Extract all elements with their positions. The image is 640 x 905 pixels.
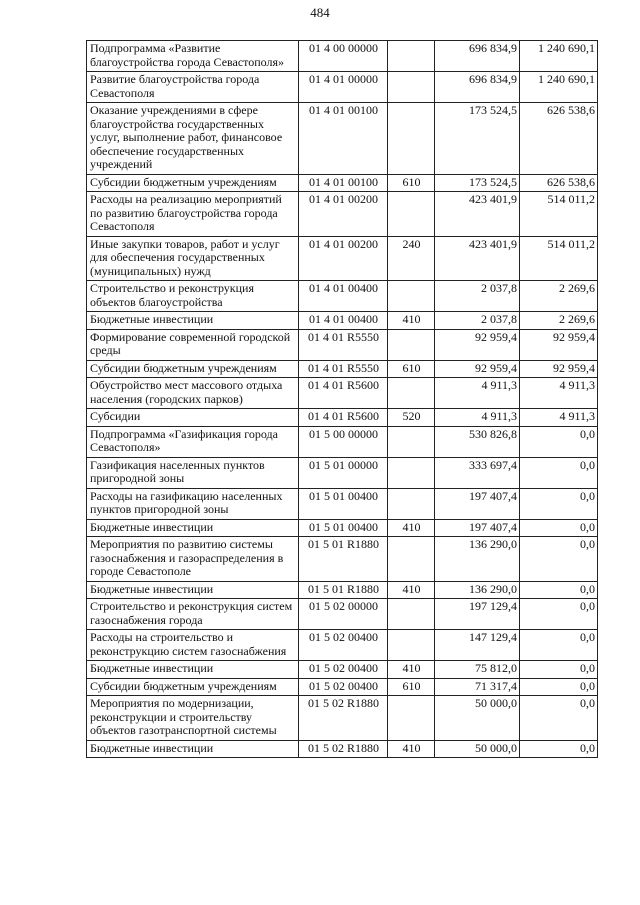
row-amount-year1-cell: 423 401,9: [435, 236, 520, 281]
table-row: [87, 457, 598, 488]
row-name-cell: Строительство и реконструкция объектов благоустройства: [87, 281, 299, 312]
row-amount-year2-cell: 2 269,6: [520, 281, 598, 312]
row-code-cell: 01 5 02 00400: [299, 678, 388, 696]
row-code-cell: 01 5 01 00000: [299, 457, 388, 488]
row-code-cell: 01 5 01 R1880: [299, 581, 388, 599]
table-row: [87, 378, 598, 409]
row-expense-type-cell: 410: [388, 581, 435, 599]
table-row: [87, 236, 598, 281]
row-amount-year1-cell: 71 317,4: [435, 678, 520, 696]
row-amount-year1-cell: 197 407,4: [435, 488, 520, 519]
row-amount-year2-cell: 0,0: [520, 488, 598, 519]
row-amount-year1-cell: 173 524,5: [435, 174, 520, 192]
row-amount-year1-cell: 4 911,3: [435, 409, 520, 427]
row-name-cell: Расходы на реализацию мероприятий по развитию благоустройства города Севастополя: [87, 192, 299, 237]
table-row: [87, 174, 598, 192]
row-code-cell: 01 5 02 R1880: [299, 696, 388, 741]
row-code-cell: 01 5 01 00400: [299, 519, 388, 537]
budget-table: [86, 40, 598, 758]
table-row: [87, 103, 598, 175]
row-name-cell: Мероприятия по модернизации, реконструкции и строительству объектов газотранспортной системы: [87, 696, 299, 741]
row-expense-type-cell: [388, 599, 435, 630]
row-expense-type-cell: 610: [388, 678, 435, 696]
row-name-cell: Бюджетные инвестиции: [87, 312, 299, 330]
row-name-cell: Иные закупки товаров, работ и услуг для обеспечения государственных (муниципальных) нужд: [87, 236, 299, 281]
row-amount-year2-cell: 0,0: [520, 457, 598, 488]
row-code-cell: 01 5 02 00400: [299, 661, 388, 679]
row-code-cell: 01 4 01 00400: [299, 312, 388, 330]
row-name-cell: Мероприятия по развитию системы газоснабжения и газораспределения в городе Севастополе: [87, 537, 299, 582]
row-name-cell: Газификация населенных пунктов пригородной зоны: [87, 457, 299, 488]
row-amount-year2-cell: 0,0: [520, 581, 598, 599]
row-amount-year2-cell: 0,0: [520, 661, 598, 679]
table-row: [87, 426, 598, 457]
row-amount-year2-cell: 4 911,3: [520, 378, 598, 409]
table-row: [87, 409, 598, 427]
row-amount-year1-cell: 197 129,4: [435, 599, 520, 630]
row-amount-year1-cell: 197 407,4: [435, 519, 520, 537]
row-amount-year2-cell: 0,0: [520, 630, 598, 661]
row-amount-year1-cell: 50 000,0: [435, 696, 520, 741]
row-amount-year2-cell: 1 240 690,1: [520, 41, 598, 72]
budget-table-body: [87, 41, 598, 758]
row-code-cell: 01 4 01 00100: [299, 103, 388, 175]
row-expense-type-cell: 410: [388, 661, 435, 679]
row-amount-year2-cell: 0,0: [520, 740, 598, 758]
row-code-cell: 01 4 01 R5600: [299, 409, 388, 427]
row-expense-type-cell: 520: [388, 409, 435, 427]
row-amount-year1-cell: 333 697,4: [435, 457, 520, 488]
table-row: [87, 519, 598, 537]
row-code-cell: 01 4 01 00100: [299, 174, 388, 192]
row-amount-year1-cell: 147 129,4: [435, 630, 520, 661]
row-amount-year2-cell: 92 959,4: [520, 360, 598, 378]
row-name-cell: Подпрограмма «Развитие благоустройства города Севастополя»: [87, 41, 299, 72]
row-amount-year1-cell: 50 000,0: [435, 740, 520, 758]
row-name-cell: Бюджетные инвестиции: [87, 740, 299, 758]
row-name-cell: Оказание учреждениями в сфере благоустройства государственных услуг, выполнение работ, финансовое обеспечение государственных учреждений: [87, 103, 299, 175]
table-row: [87, 192, 598, 237]
table-row: [87, 41, 598, 72]
table-row: [87, 488, 598, 519]
row-expense-type-cell: 410: [388, 312, 435, 330]
row-code-cell: 01 4 01 R5550: [299, 360, 388, 378]
page-number: 484: [310, 5, 330, 20]
row-code-cell: 01 4 01 00400: [299, 281, 388, 312]
row-code-cell: 01 4 01 00000: [299, 72, 388, 103]
row-amount-year2-cell: 92 959,4: [520, 329, 598, 360]
table-row: [87, 312, 598, 330]
row-code-cell: 01 4 01 R5600: [299, 378, 388, 409]
row-expense-type-cell: [388, 696, 435, 741]
row-expense-type-cell: [388, 41, 435, 72]
row-expense-type-cell: [388, 72, 435, 103]
row-name-cell: Бюджетные инвестиции: [87, 661, 299, 679]
row-expense-type-cell: 240: [388, 236, 435, 281]
row-code-cell: 01 4 01 00200: [299, 236, 388, 281]
row-amount-year2-cell: 1 240 690,1: [520, 72, 598, 103]
row-code-cell: 01 5 01 R1880: [299, 537, 388, 582]
row-name-cell: Обустройство мест массового отдыха населения (городских парков): [87, 378, 299, 409]
row-expense-type-cell: 610: [388, 360, 435, 378]
row-expense-type-cell: [388, 103, 435, 175]
row-code-cell: 01 5 00 00000: [299, 426, 388, 457]
row-code-cell: 01 4 01 00200: [299, 192, 388, 237]
table-row: [87, 630, 598, 661]
row-amount-year1-cell: 423 401,9: [435, 192, 520, 237]
table-row: [87, 72, 598, 103]
row-amount-year1-cell: 92 959,4: [435, 329, 520, 360]
row-expense-type-cell: [388, 378, 435, 409]
row-amount-year2-cell: 4 911,3: [520, 409, 598, 427]
row-amount-year2-cell: 626 538,6: [520, 103, 598, 175]
row-amount-year1-cell: 530 826,8: [435, 426, 520, 457]
row-expense-type-cell: [388, 488, 435, 519]
row-amount-year1-cell: 136 290,0: [435, 537, 520, 582]
row-amount-year2-cell: 0,0: [520, 519, 598, 537]
row-name-cell: Расходы на строительство и реконструкцию систем газоснабжения: [87, 630, 299, 661]
table-row: [87, 696, 598, 741]
row-expense-type-cell: 410: [388, 740, 435, 758]
row-code-cell: 01 5 02 00400: [299, 630, 388, 661]
row-code-cell: 01 5 02 R1880: [299, 740, 388, 758]
row-name-cell: Строительство и реконструкция систем газоснабжения города: [87, 599, 299, 630]
row-expense-type-cell: [388, 630, 435, 661]
row-expense-type-cell: [388, 329, 435, 360]
row-amount-year1-cell: 2 037,8: [435, 281, 520, 312]
row-expense-type-cell: 610: [388, 174, 435, 192]
row-amount-year1-cell: 2 037,8: [435, 312, 520, 330]
table-row: [87, 661, 598, 679]
row-amount-year2-cell: 0,0: [520, 537, 598, 582]
row-expense-type-cell: [388, 537, 435, 582]
row-code-cell: 01 5 02 00000: [299, 599, 388, 630]
table-row: [87, 581, 598, 599]
row-amount-year2-cell: 514 011,2: [520, 236, 598, 281]
row-name-cell: Субсидии бюджетным учреждениям: [87, 360, 299, 378]
row-amount-year2-cell: 0,0: [520, 426, 598, 457]
row-amount-year1-cell: 696 834,9: [435, 41, 520, 72]
row-name-cell: Субсидии бюджетным учреждениям: [87, 174, 299, 192]
row-expense-type-cell: 410: [388, 519, 435, 537]
row-expense-type-cell: [388, 426, 435, 457]
row-name-cell: Формирование современной городской среды: [87, 329, 299, 360]
table-row: [87, 537, 598, 582]
row-expense-type-cell: [388, 457, 435, 488]
row-amount-year1-cell: 696 834,9: [435, 72, 520, 103]
row-name-cell: Субсидии: [87, 409, 299, 427]
row-amount-year2-cell: 2 269,6: [520, 312, 598, 330]
row-amount-year1-cell: 4 911,3: [435, 378, 520, 409]
row-amount-year2-cell: 0,0: [520, 696, 598, 741]
row-name-cell: Бюджетные инвестиции: [87, 581, 299, 599]
row-name-cell: Подпрограмма «Газификация города Севастополя»: [87, 426, 299, 457]
row-amount-year1-cell: 136 290,0: [435, 581, 520, 599]
row-expense-type-cell: [388, 281, 435, 312]
row-amount-year2-cell: 514 011,2: [520, 192, 598, 237]
table-row: [87, 281, 598, 312]
row-code-cell: 01 4 01 R5550: [299, 329, 388, 360]
row-name-cell: Развитие благоустройства города Севастополя: [87, 72, 299, 103]
row-code-cell: 01 4 00 00000: [299, 41, 388, 72]
row-amount-year1-cell: 173 524,5: [435, 103, 520, 175]
table-row: [87, 329, 598, 360]
table-row: [87, 360, 598, 378]
row-name-cell: Субсидии бюджетным учреждениям: [87, 678, 299, 696]
table-row: [87, 740, 598, 758]
row-expense-type-cell: [388, 192, 435, 237]
row-name-cell: Бюджетные инвестиции: [87, 519, 299, 537]
row-amount-year2-cell: 0,0: [520, 678, 598, 696]
row-amount-year1-cell: 75 812,0: [435, 661, 520, 679]
row-amount-year2-cell: 0,0: [520, 599, 598, 630]
row-code-cell: 01 5 01 00400: [299, 488, 388, 519]
table-row: [87, 678, 598, 696]
row-amount-year2-cell: 626 538,6: [520, 174, 598, 192]
row-amount-year1-cell: 92 959,4: [435, 360, 520, 378]
row-name-cell: Расходы на газификацию населенных пунктов пригородной зоны: [87, 488, 299, 519]
table-row: [87, 599, 598, 630]
